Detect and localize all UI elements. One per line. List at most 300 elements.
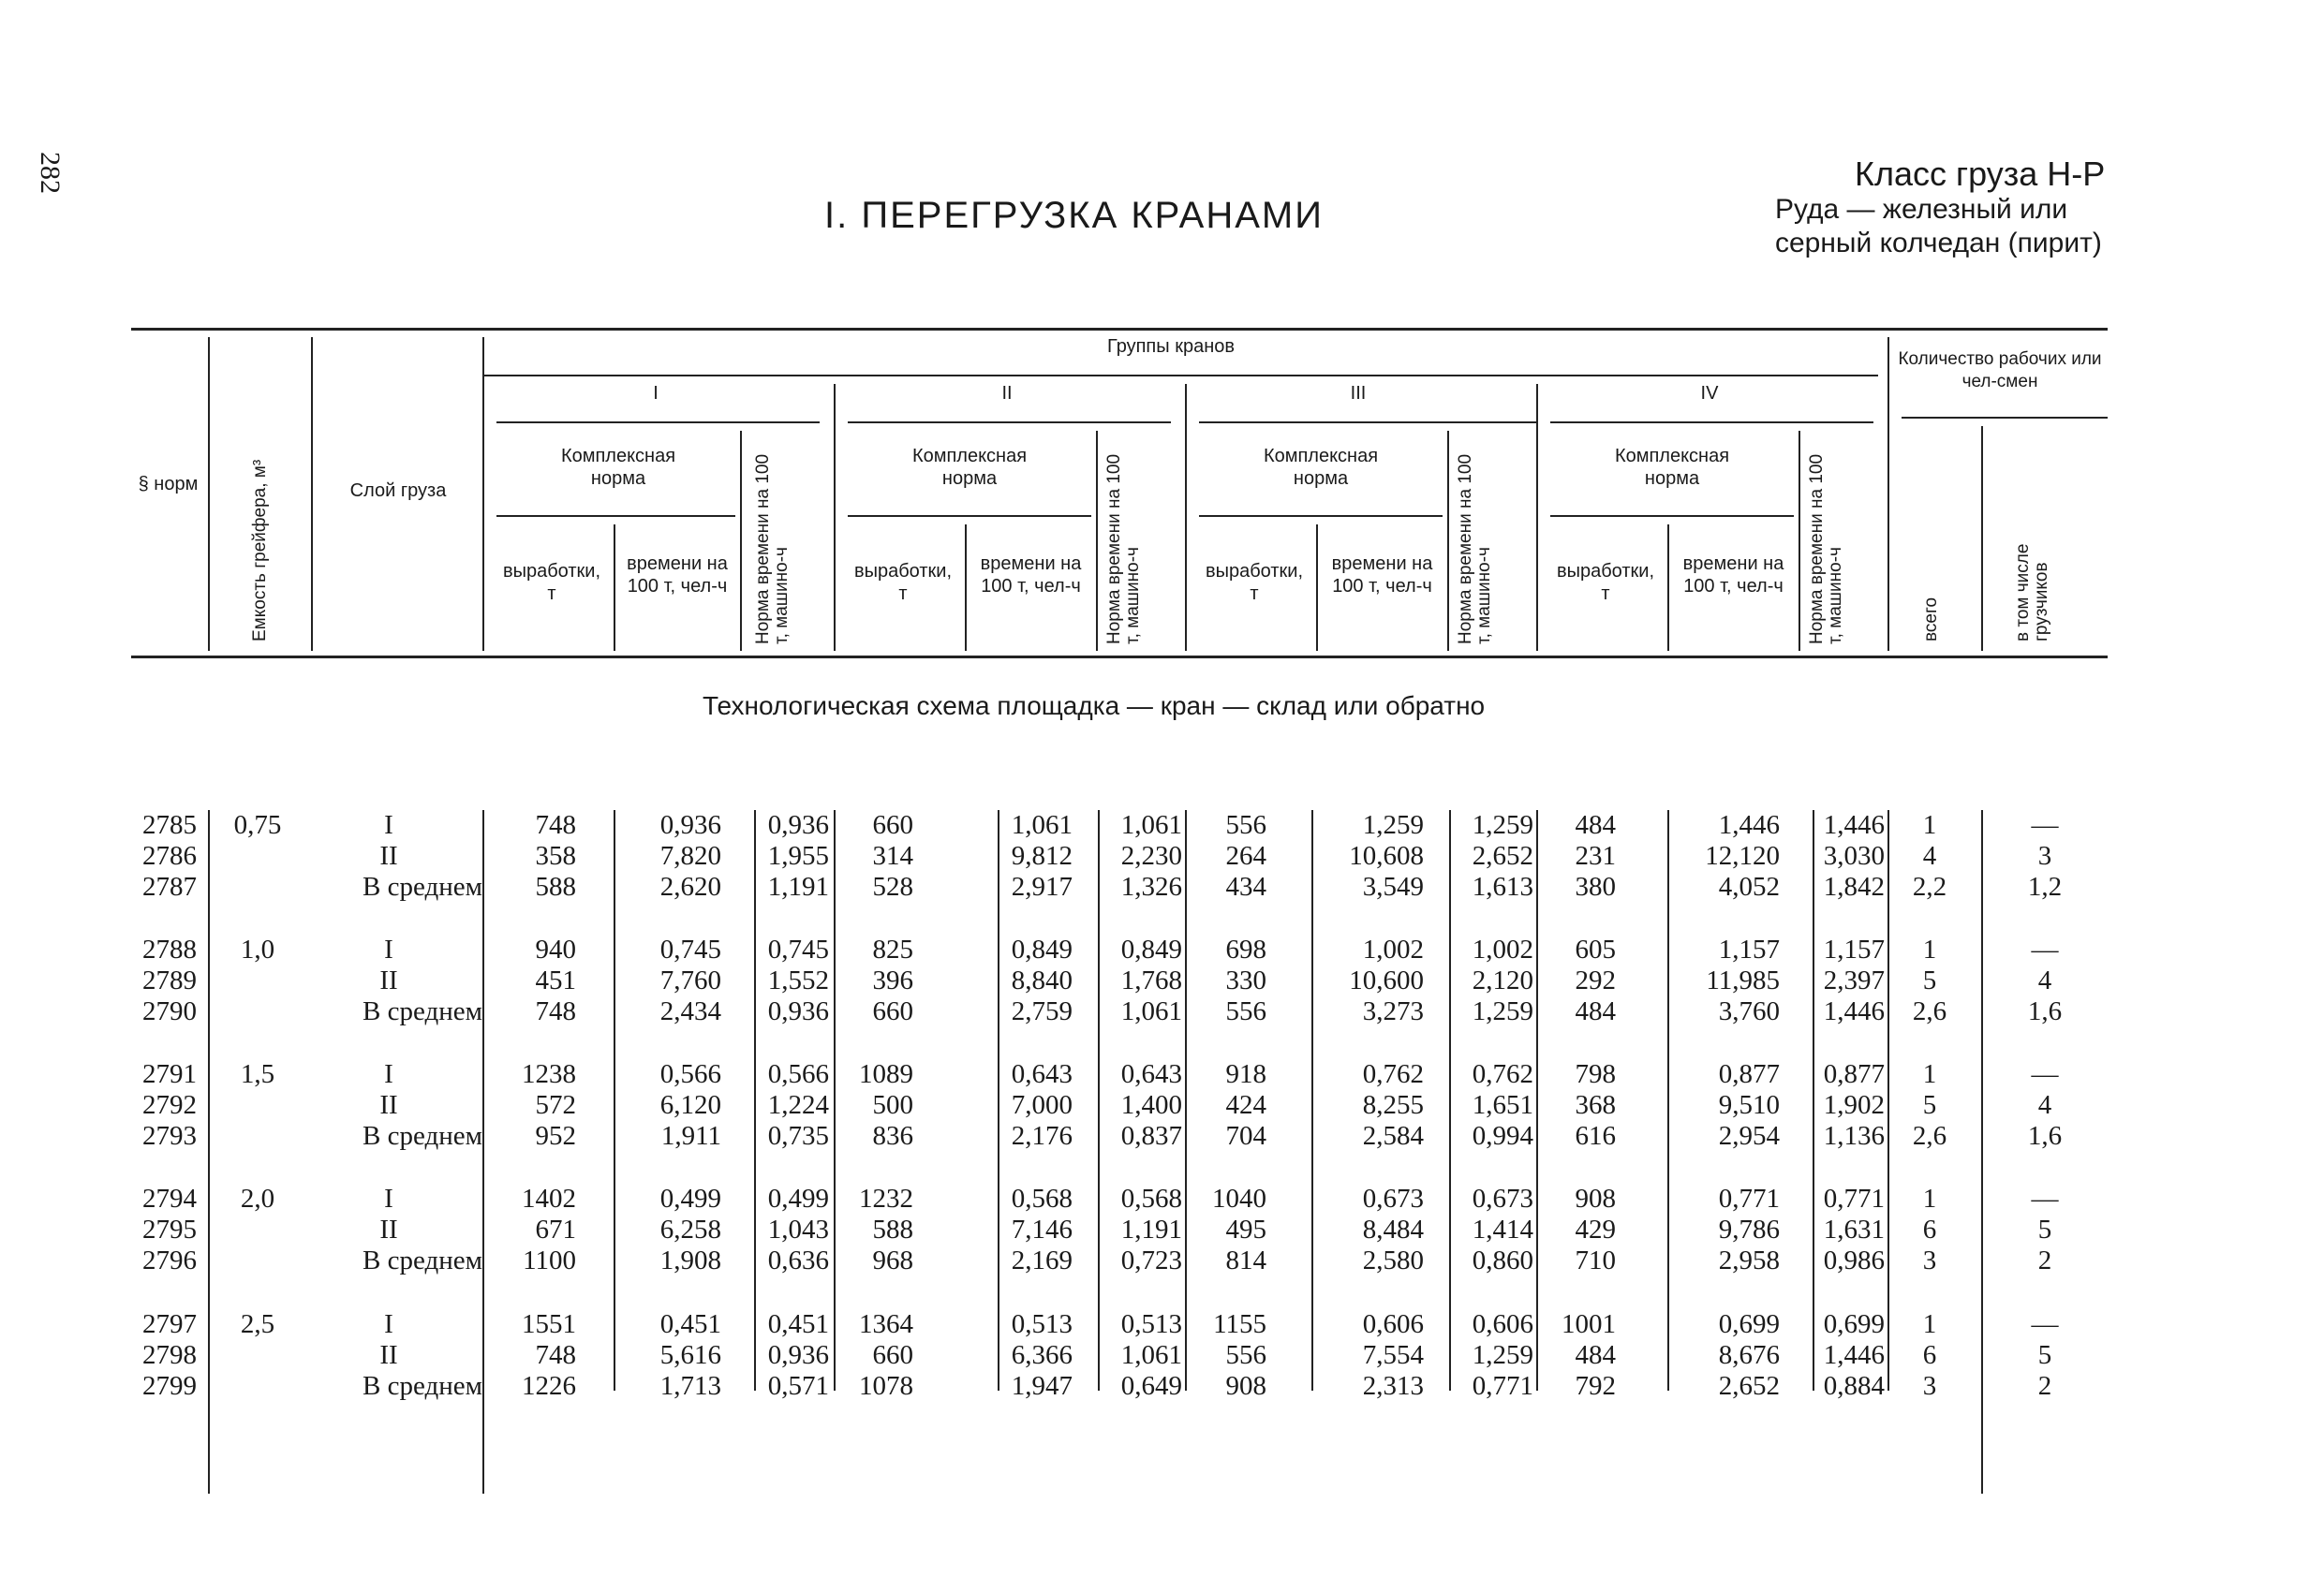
col-divider xyxy=(740,431,742,651)
value-cell: 1,955 xyxy=(767,841,829,871)
grab-capacity: 0,75 xyxy=(233,810,282,840)
value-cell: 4,052 xyxy=(1718,872,1780,902)
value-cell: 1,136 xyxy=(1823,1121,1885,1151)
value-cell: 0,566 xyxy=(659,1059,721,1089)
cargo-class-line2: серный колчедан (пирит) xyxy=(1775,228,2102,258)
value-cell: 330 xyxy=(1225,966,1266,995)
header-time: времени на 100 т, чел-ч xyxy=(1331,553,1433,597)
group1-rule xyxy=(496,421,820,423)
value-cell: 4 xyxy=(1922,841,1937,871)
grab-capacity: 1,5 xyxy=(240,1059,275,1089)
header-machine-norm: Норма времени на 100 т, машино-ч xyxy=(1104,453,1143,644)
norm-number: 2785 xyxy=(142,810,197,840)
cargo-layer: II xyxy=(379,841,398,871)
value-cell: 0,606 xyxy=(1472,1309,1533,1339)
header-complex-norm: Комплексная норма xyxy=(1263,446,1379,489)
value-cell: 2,954 xyxy=(1718,1121,1780,1151)
value-cell: 1,002 xyxy=(1472,935,1533,965)
value-cell: 380 xyxy=(1575,872,1616,902)
value-cell: 1,259 xyxy=(1472,1340,1533,1370)
value-cell: 424 xyxy=(1225,1090,1266,1120)
value-cell: 6 xyxy=(1922,1215,1937,1245)
norm-number: 2786 xyxy=(142,841,197,871)
header-time: времени на 100 т, чел-ч xyxy=(627,553,728,597)
value-cell: 2,397 xyxy=(1823,966,1885,995)
value-cell: 748 xyxy=(535,1340,576,1370)
col-divider xyxy=(1316,524,1318,651)
value-cell: 1,552 xyxy=(767,966,829,995)
cargo-layer: II xyxy=(379,1340,398,1370)
value-cell: 2,169 xyxy=(1011,1246,1073,1275)
value-cell: 1,061 xyxy=(1120,996,1182,1026)
value-cell: 0,723 xyxy=(1120,1246,1182,1275)
value-cell: 6,366 xyxy=(1011,1340,1073,1370)
value-cell: 396 xyxy=(872,966,913,995)
page-title: I. ПЕРЕГРУЗКА КРАНАМИ xyxy=(824,195,1324,236)
value-cell: 1 xyxy=(1922,1184,1937,1214)
header-complex-norm: Комплексная норма xyxy=(911,446,1028,489)
value-cell: 0,451 xyxy=(767,1309,829,1339)
value-cell: 0,745 xyxy=(659,935,721,965)
header-output: выработки, т xyxy=(502,561,601,604)
cargo-layer: В среднем xyxy=(363,1371,482,1401)
value-cell: 0,994 xyxy=(1472,1121,1533,1151)
header-output: выработки, т xyxy=(1556,561,1655,604)
value-cell: 1001 xyxy=(1562,1309,1616,1339)
value-cell: 940 xyxy=(535,935,576,965)
value-cell: 3,760 xyxy=(1718,996,1780,1026)
value-cell: 0,884 xyxy=(1823,1371,1885,1401)
header-group-1: I xyxy=(653,383,659,404)
value-cell: 748 xyxy=(535,996,576,1026)
col-divider xyxy=(965,524,967,651)
groups-rule xyxy=(482,375,1878,376)
header-output: выработки, т xyxy=(1205,561,1304,604)
value-cell: 0,513 xyxy=(1011,1309,1073,1339)
value-cell: 0,849 xyxy=(1011,935,1073,965)
grab-capacity: 1,0 xyxy=(240,935,275,965)
value-cell: 2,759 xyxy=(1011,996,1073,1026)
cargo-layer: II xyxy=(379,1215,398,1245)
value-cell: 1,713 xyxy=(659,1371,721,1401)
norm-number: 2793 xyxy=(142,1121,197,1151)
value-cell: 1,613 xyxy=(1472,872,1533,902)
value-cell: 0,451 xyxy=(659,1309,721,1339)
value-cell: 1,446 xyxy=(1823,1340,1885,1370)
value-cell: 660 xyxy=(872,1340,913,1370)
header-top-rule xyxy=(131,328,2108,331)
value-cell: 1,947 xyxy=(1011,1371,1073,1401)
col-divider xyxy=(614,524,615,651)
value-cell: 588 xyxy=(535,872,576,902)
norm-number: 2795 xyxy=(142,1215,197,1245)
value-cell: 8,840 xyxy=(1011,966,1073,995)
value-cell: 5,616 xyxy=(659,1340,721,1370)
value-cell: 0,936 xyxy=(767,1340,829,1370)
value-cell: 8,255 xyxy=(1362,1090,1424,1120)
norm-number: 2787 xyxy=(142,872,197,902)
cargo-class-line1: Руда — железный или xyxy=(1775,194,2068,225)
header-layer: Слой груза xyxy=(349,480,447,501)
value-cell: 1 xyxy=(1922,1059,1937,1089)
value-cell: 3 xyxy=(1922,1371,1937,1401)
value-cell: 500 xyxy=(872,1090,913,1120)
norm-number: 2798 xyxy=(142,1340,197,1370)
value-cell: 9,510 xyxy=(1718,1090,1780,1120)
value-cell: 1,400 xyxy=(1120,1090,1182,1120)
value-cell: 704 xyxy=(1225,1121,1266,1151)
value-cell: 3,549 xyxy=(1362,872,1424,902)
value-cell: 1,768 xyxy=(1120,966,1182,995)
header-machine-norm: Норма времени на 100 т, машино-ч xyxy=(1456,453,1494,644)
value-cell: 0,936 xyxy=(659,810,721,840)
norm-number: 2797 xyxy=(142,1309,197,1339)
group4-rule xyxy=(1550,421,1873,423)
value-cell: 264 xyxy=(1225,841,1266,871)
value-cell: 484 xyxy=(1575,1340,1616,1370)
header-group-3: III xyxy=(1350,383,1367,404)
value-cell: 11,985 xyxy=(1706,966,1780,995)
value-cell: 0,771 xyxy=(1823,1184,1885,1214)
value-cell: 2,917 xyxy=(1011,872,1073,902)
value-cell: 605 xyxy=(1575,935,1616,965)
value-cell: 0,936 xyxy=(767,996,829,1026)
value-cell: 0,877 xyxy=(1823,1059,1885,1089)
value-cell: 1364 xyxy=(859,1309,913,1339)
col-divider xyxy=(482,337,484,651)
value-cell: 798 xyxy=(1575,1059,1616,1089)
value-cell: 1,2 xyxy=(2027,872,2063,902)
value-cell: 1,191 xyxy=(767,872,829,902)
header-complex-norm: Комплексная норма xyxy=(1614,446,1730,489)
value-cell: 918 xyxy=(1225,1059,1266,1089)
value-cell: 968 xyxy=(872,1246,913,1275)
value-cell: 1,061 xyxy=(1011,810,1073,840)
value-cell: 0,673 xyxy=(1362,1184,1424,1214)
cargo-layer: I xyxy=(384,1059,393,1089)
value-cell: 429 xyxy=(1575,1215,1616,1245)
col-divider xyxy=(1185,384,1187,651)
value-cell: 1226 xyxy=(522,1371,576,1401)
value-cell: 0,568 xyxy=(1011,1184,1073,1214)
header-grab: Емкость грейфера, м³ xyxy=(250,459,270,641)
technology-scheme: Технологическая схема площадка — кран — склад или обратно xyxy=(703,691,1486,720)
value-cell: 556 xyxy=(1225,810,1266,840)
cargo-layer: II xyxy=(379,1090,398,1120)
value-cell: 1100 xyxy=(523,1246,576,1275)
value-cell: 2,958 xyxy=(1718,1246,1780,1275)
col-divider xyxy=(1447,431,1449,651)
group3-rule xyxy=(1199,421,1536,423)
value-cell: 314 xyxy=(872,841,913,871)
value-cell: 952 xyxy=(535,1121,576,1151)
value-cell: 7,820 xyxy=(659,841,721,871)
cargo-layer: В среднем xyxy=(363,872,482,902)
header-bottom-rule xyxy=(131,656,2108,658)
value-cell: 3,273 xyxy=(1362,996,1424,1026)
value-cell: 0,571 xyxy=(767,1371,829,1401)
value-cell: 1,224 xyxy=(767,1090,829,1120)
value-cell: 1078 xyxy=(859,1371,913,1401)
value-cell: 3,030 xyxy=(1823,841,1885,871)
value-cell: — xyxy=(2031,1059,2059,1089)
value-cell: 5 xyxy=(1922,966,1937,995)
header-loaders: в том числе грузчиков xyxy=(2013,543,2051,641)
norm-number: 2788 xyxy=(142,935,197,965)
norm-number: 2789 xyxy=(142,966,197,995)
value-cell: 1,259 xyxy=(1362,810,1424,840)
value-cell: 7,000 xyxy=(1011,1090,1073,1120)
value-cell: 616 xyxy=(1575,1121,1616,1151)
norm-number: 2792 xyxy=(142,1090,197,1120)
cargo-layer: I xyxy=(384,1184,393,1214)
cargo-layer: I xyxy=(384,810,393,840)
col-divider xyxy=(1981,426,1983,651)
value-cell: 1,631 xyxy=(1823,1215,1885,1245)
value-cell: 5 xyxy=(2037,1215,2052,1245)
col-divider xyxy=(1536,384,1538,651)
value-cell: — xyxy=(2031,935,2059,965)
value-cell: 660 xyxy=(872,996,913,1026)
body-divider xyxy=(208,810,210,1494)
page-number: 282 xyxy=(35,152,66,194)
col-divider xyxy=(834,384,836,651)
value-cell: 0,566 xyxy=(767,1059,829,1089)
header-norm: § норм xyxy=(138,474,199,494)
header-group-2: II xyxy=(1001,383,1013,404)
header-workers: Количество рабочих или чел-смен xyxy=(1898,349,2102,391)
value-cell: 484 xyxy=(1575,996,1616,1026)
value-cell: 1551 xyxy=(522,1309,576,1339)
value-cell: 0,649 xyxy=(1120,1371,1182,1401)
value-cell: 908 xyxy=(1575,1184,1616,1214)
value-cell: 7,146 xyxy=(1011,1215,1073,1245)
value-cell: 588 xyxy=(872,1215,913,1245)
value-cell: 0,606 xyxy=(1362,1309,1424,1339)
value-cell: 0,673 xyxy=(1472,1184,1533,1214)
value-cell: 2 xyxy=(2037,1371,2052,1401)
value-cell: 1,908 xyxy=(659,1246,721,1275)
value-cell: 556 xyxy=(1225,1340,1266,1370)
header-time: времени на 100 т, чел-ч xyxy=(980,553,1082,597)
value-cell: 2 xyxy=(2037,1246,2052,1275)
norm-number: 2796 xyxy=(142,1246,197,1275)
complex3-rule xyxy=(1199,515,1443,517)
value-cell: 2,434 xyxy=(659,996,721,1026)
value-cell: 0,513 xyxy=(1120,1309,1182,1339)
value-cell: 2,652 xyxy=(1472,841,1533,871)
value-cell: 1,902 xyxy=(1823,1090,1885,1120)
value-cell: 748 xyxy=(535,810,576,840)
value-cell: 1,6 xyxy=(2027,996,2063,1026)
value-cell: 434 xyxy=(1225,872,1266,902)
value-cell: 710 xyxy=(1575,1246,1616,1275)
norm-number: 2794 xyxy=(142,1184,197,1214)
value-cell: 528 xyxy=(872,872,913,902)
value-cell: 1 xyxy=(1922,935,1937,965)
value-cell: 1402 xyxy=(522,1184,576,1214)
value-cell: 1,6 xyxy=(2027,1121,2063,1151)
value-cell: 0,762 xyxy=(1472,1059,1533,1089)
complex2-rule xyxy=(848,515,1091,517)
group2-rule xyxy=(848,421,1171,423)
value-cell: 0,643 xyxy=(1011,1059,1073,1089)
col-divider xyxy=(208,337,210,651)
header-total: всего xyxy=(1921,597,1941,641)
value-cell: 9,786 xyxy=(1718,1215,1780,1245)
value-cell: 368 xyxy=(1575,1090,1616,1120)
value-cell: 1,446 xyxy=(1823,810,1885,840)
col-divider xyxy=(311,337,313,651)
value-cell: 5 xyxy=(1922,1090,1937,1120)
norm-number: 2799 xyxy=(142,1371,197,1401)
value-cell: 10,600 xyxy=(1349,966,1424,995)
value-cell: 671 xyxy=(535,1215,576,1245)
value-cell: 1232 xyxy=(859,1184,913,1214)
value-cell: 908 xyxy=(1225,1371,1266,1401)
value-cell: 1155 xyxy=(1213,1309,1266,1339)
value-cell: 12,120 xyxy=(1705,841,1780,871)
value-cell: 1238 xyxy=(522,1059,576,1089)
value-cell: 2,584 xyxy=(1362,1121,1424,1151)
value-cell: 1,326 xyxy=(1120,872,1182,902)
value-cell: 1089 xyxy=(859,1059,913,1089)
value-cell: 1,061 xyxy=(1120,1340,1182,1370)
value-cell: 698 xyxy=(1225,935,1266,965)
value-cell: 495 xyxy=(1225,1215,1266,1245)
value-cell: 3 xyxy=(2037,841,2052,871)
value-cell: 1,157 xyxy=(1823,935,1885,965)
value-cell: — xyxy=(2031,1184,2059,1214)
value-cell: 1,651 xyxy=(1472,1090,1533,1120)
value-cell: 0,849 xyxy=(1120,935,1182,965)
cargo-layer: В среднем xyxy=(363,996,482,1026)
value-cell: — xyxy=(2031,1309,2059,1339)
value-cell: 0,837 xyxy=(1120,1121,1182,1151)
workers-rule xyxy=(1902,417,2108,419)
complex4-rule xyxy=(1550,515,1794,517)
value-cell: 8,676 xyxy=(1718,1340,1780,1370)
value-cell: 1,842 xyxy=(1823,872,1885,902)
cargo-class-title: Класс груза Н-Р xyxy=(1855,155,2106,193)
value-cell: 0,762 xyxy=(1362,1059,1424,1089)
value-cell: 792 xyxy=(1575,1371,1616,1401)
value-cell: 0,636 xyxy=(767,1246,829,1275)
value-cell: 0,699 xyxy=(1823,1309,1885,1339)
value-cell: 2,620 xyxy=(659,872,721,902)
value-cell: 1,259 xyxy=(1472,996,1533,1026)
value-cell: 8,484 xyxy=(1362,1215,1424,1245)
value-cell: 2,176 xyxy=(1011,1121,1073,1151)
value-cell: 2,6 xyxy=(1912,996,1947,1026)
header-complex-norm: Комплексная норма xyxy=(560,446,676,489)
grab-capacity: 2,0 xyxy=(240,1184,275,1214)
value-cell: 0,936 xyxy=(767,810,829,840)
value-cell: 2,2 xyxy=(1912,872,1947,902)
value-cell: 0,771 xyxy=(1472,1371,1533,1401)
value-cell: 1,157 xyxy=(1718,935,1780,965)
value-cell: 0,745 xyxy=(767,935,829,965)
value-cell: 0,986 xyxy=(1823,1246,1885,1275)
value-cell: 3 xyxy=(1922,1246,1937,1275)
value-cell: 2,6 xyxy=(1912,1121,1947,1151)
value-cell: 2,313 xyxy=(1362,1371,1424,1401)
value-cell: 6,258 xyxy=(659,1215,721,1245)
col-divider xyxy=(1799,431,1800,651)
value-cell: 2,120 xyxy=(1472,966,1533,995)
value-cell: 0,499 xyxy=(659,1184,721,1214)
value-cell: 825 xyxy=(872,935,913,965)
value-cell: 10,608 xyxy=(1349,841,1424,871)
value-cell: 451 xyxy=(535,966,576,995)
value-cell: 1,446 xyxy=(1718,810,1780,840)
header-output: выработки, т xyxy=(853,561,953,604)
value-cell: 1,414 xyxy=(1472,1215,1533,1245)
value-cell: 7,554 xyxy=(1362,1340,1424,1370)
value-cell: 358 xyxy=(535,841,576,871)
value-cell: 814 xyxy=(1225,1246,1266,1275)
value-cell: 572 xyxy=(535,1090,576,1120)
value-cell: 7,760 xyxy=(659,966,721,995)
value-cell: 484 xyxy=(1575,810,1616,840)
col-divider xyxy=(1667,524,1669,651)
value-cell: 9,812 xyxy=(1011,841,1073,871)
header-crane-groups: Группы кранов xyxy=(1107,336,1235,357)
complex1-rule xyxy=(496,515,735,517)
value-cell: 836 xyxy=(872,1121,913,1151)
header-machine-norm: Норма времени на 100 т, машино-ч xyxy=(1807,453,1845,644)
cargo-layer: В среднем xyxy=(363,1121,482,1151)
value-cell: 292 xyxy=(1575,966,1616,995)
value-cell: 660 xyxy=(872,810,913,840)
value-cell: 231 xyxy=(1575,841,1616,871)
value-cell: 0,499 xyxy=(767,1184,829,1214)
value-cell: 1,043 xyxy=(767,1215,829,1245)
col-divider xyxy=(1887,337,1889,651)
cargo-layer: I xyxy=(384,1309,393,1339)
norm-number: 2791 xyxy=(142,1059,197,1089)
value-cell: 2,230 xyxy=(1120,841,1182,871)
value-cell: 556 xyxy=(1225,996,1266,1026)
value-cell: 4 xyxy=(2037,1090,2052,1120)
value-cell: 0,699 xyxy=(1718,1309,1780,1339)
value-cell: 2,652 xyxy=(1718,1371,1780,1401)
value-cell: 6,120 xyxy=(659,1090,721,1120)
value-cell: 1,259 xyxy=(1472,810,1533,840)
value-cell: 5 xyxy=(2037,1340,2052,1370)
value-cell: 6 xyxy=(1922,1340,1937,1370)
value-cell: 0,735 xyxy=(767,1121,829,1151)
value-cell: 1040 xyxy=(1212,1184,1266,1214)
value-cell: 0,643 xyxy=(1120,1059,1182,1089)
cargo-layer: II xyxy=(379,966,398,995)
value-cell: 1 xyxy=(1922,810,1937,840)
value-cell: 4 xyxy=(2037,966,2052,995)
header-group-4: IV xyxy=(1700,383,1719,404)
value-cell: — xyxy=(2031,810,2059,840)
value-cell: 1 xyxy=(1922,1309,1937,1339)
norm-number: 2790 xyxy=(142,996,197,1026)
value-cell: 0,771 xyxy=(1718,1184,1780,1214)
value-cell: 1,002 xyxy=(1362,935,1424,965)
value-cell: 1,191 xyxy=(1120,1215,1182,1245)
cargo-layer: I xyxy=(384,935,393,965)
col-divider xyxy=(1096,431,1098,651)
value-cell: 0,877 xyxy=(1718,1059,1780,1089)
cargo-layer: В среднем xyxy=(363,1246,482,1275)
value-cell: 0,568 xyxy=(1120,1184,1182,1214)
header-time: времени на 100 т, чел-ч xyxy=(1682,553,1784,597)
